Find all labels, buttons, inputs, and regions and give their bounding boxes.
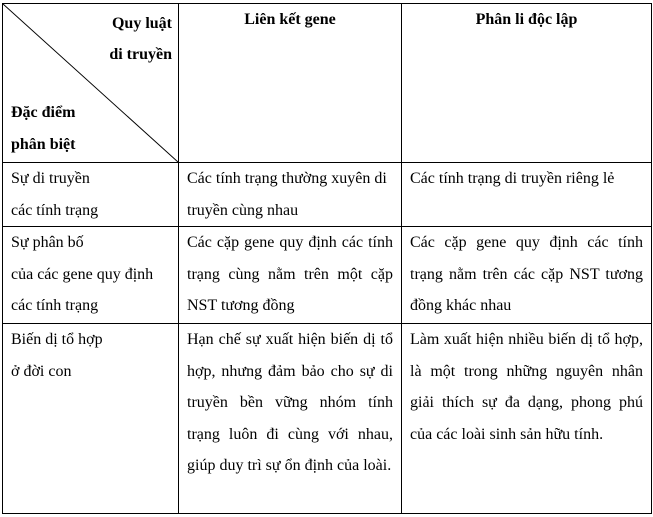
gene-linkage-cell: Các cặp gene quy định các tính trạng cùng nằm trên một cặp NST tương đồng bbox=[179, 227, 402, 324]
row-feature-cell bbox=[3, 163, 179, 227]
gene-linkage-cell: Các tính trạng thường xuyên di truyền cùng nhau bbox=[179, 163, 402, 227]
corner-label-heredity-law bbox=[109, 8, 172, 70]
table-row bbox=[3, 227, 652, 324]
column-header-gene-linkage: Liên kết gene bbox=[179, 4, 402, 163]
feature-line: của các gene quy định bbox=[11, 265, 154, 283]
comparison-table bbox=[2, 3, 652, 514]
table-row bbox=[3, 324, 652, 514]
corner-bottom-line-1: Đặc điểm bbox=[11, 104, 76, 121]
column-header-independent-assortment: Phân li độc lập bbox=[402, 4, 652, 163]
feature-line: ở đời con bbox=[11, 362, 72, 380]
header-row bbox=[3, 4, 652, 163]
feature-line: Sự di truyền bbox=[11, 170, 90, 187]
gene-linkage-cell: Hạn chế sự xuất hiện biến dị tổ hợp, nhưng đảm bảo cho sự di truyền bền vững nhóm tính trạng luôn đi cùng với nhau, giúp duy trì sự ổn định của loài. bbox=[179, 324, 402, 514]
independent-assortment-cell: Làm xuất hiện nhiều biến dị tổ hợp, là một trong những nguyên nhân giải thích sự đa dạng, phong phú của các loài sinh sản hữu tính. bbox=[402, 324, 652, 514]
feature-line: Sự phân bố bbox=[11, 234, 84, 251]
diagonal-corner-cell bbox=[3, 4, 179, 163]
feature-line: các tính trạng bbox=[11, 201, 99, 219]
row-feature-cell bbox=[3, 227, 179, 324]
table-row bbox=[3, 163, 652, 227]
corner-label-distinguishing-feature bbox=[11, 97, 75, 161]
corner-top-line-2: di truyền bbox=[109, 46, 172, 63]
row-feature-cell bbox=[3, 324, 179, 514]
feature-line: Biến dị tổ hợp bbox=[11, 331, 103, 348]
corner-top-line-1: Quy luật bbox=[111, 15, 172, 32]
independent-assortment-cell: Các cặp gene quy định các tính trạng nằm trên các cặp NST tương đồng khác nhau bbox=[402, 227, 652, 324]
independent-assortment-cell: Các tính trạng di truyền riêng lẻ bbox=[402, 163, 652, 227]
corner-bottom-line-2: phân biệt bbox=[11, 136, 76, 153]
feature-line: các tính trạng bbox=[11, 297, 99, 314]
